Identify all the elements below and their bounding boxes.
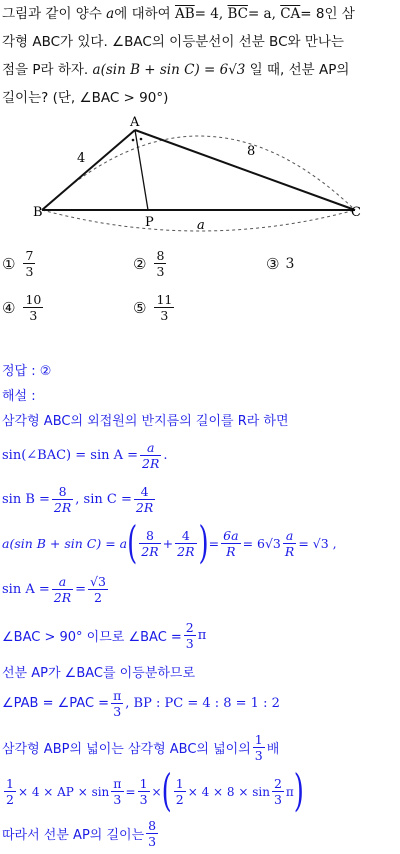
circumcircle-arc-top xyxy=(42,136,355,210)
solution-step-1: 삼각형 ABC의 외접원의 반지름의 길이를 R라 하면 xyxy=(2,414,289,429)
label-p-point: P xyxy=(145,215,154,230)
solution-step-7: 선분 AP가 ∠BAC를 이등분하므로 xyxy=(2,666,196,681)
side-ab xyxy=(42,130,135,210)
question-line-2: 각형 ABC가 있다. ∠BAC의 이등분선이 선분 BC와 만나는 xyxy=(2,34,344,50)
solution-step-8: ∠PAB = ∠PAC = $\frac{\pi}{3}$ , BP : PC = 4 : 8 = 1 : 2 xyxy=(2,688,280,719)
solution-step-10: $\frac{1}{2}$ × 4 × AP × sin $\frac{\pi}{3}$ = $\frac{1}{3}$ × ( $\frac{1}{2}$ × 4 × 8 × sin $\frac{2}{3}$ π ) xyxy=(6,766,304,817)
label-side-a: a xyxy=(197,218,205,232)
solution-step-2: sin(∠BAC) = sin A = $\frac{a}{2R}$ . xyxy=(2,440,168,471)
solution-step-4: a(sin B + sin C) = a ( $\frac{8}{2R}$ + $\frac{4}{2R}$ ) = $\frac{6a}{R}$ = 6√3 $\frac{a}{R}$ = √3 , xyxy=(2,518,337,569)
choice-3[interactable]: ③ 3 xyxy=(266,255,295,273)
solution-step-5: sin A = $\frac{a}{2R}$ = $\frac{√3}{2}$ xyxy=(2,574,106,605)
triangle-figure xyxy=(0,112,400,232)
question-line-3: 점을 P라 하자. a(sin B + sin C) = 6√3 일 때, 선분 AP의 xyxy=(2,62,350,78)
bisector-ap xyxy=(135,130,148,210)
question-line-1: 그림과 같이 양수 a에 대하여 $\overline{AB}= 4$, $\overline{BC}= a$, $\overline{CA}= 8$인 삼 xyxy=(2,6,355,22)
choice-1[interactable]: ① $\frac{7}{3}$ xyxy=(2,248,34,279)
label-side-4: 4 xyxy=(77,151,86,166)
label-b-vertex: B xyxy=(33,205,43,220)
answer-line: 정답 : ② xyxy=(2,364,52,379)
solution-step-6: ∠BAC > 90° 이므로 ∠BAC = $\frac{2}{3}$ π xyxy=(2,620,207,651)
question-line-4: 길이는? (단, ∠BAC > 90°) xyxy=(2,90,169,106)
solution-step-11: 따라서 선분 AP의 길이는 $\frac{8}{3}$ xyxy=(2,818,157,849)
label-c-vertex: C xyxy=(351,205,361,220)
angle-mark-left xyxy=(132,139,135,142)
solution-step-9: 삼각형 ABP의 넓이는 삼각형 ABC의 넓이의 $\frac{1}{3}$ 배 xyxy=(2,732,280,763)
angle-mark-right xyxy=(140,138,143,141)
solution-step-3: sin B = $\frac{8}{2R}$ , sin C = $\frac{4}{2R}$ xyxy=(2,484,154,515)
label-side-8: 8 xyxy=(247,144,256,159)
choice-4[interactable]: ④ $\frac{10}{3}$ xyxy=(2,292,42,323)
question-text xyxy=(2,0,398,112)
solution-heading: 해설 : xyxy=(2,389,36,404)
choice-2[interactable]: ② $\frac{8}{3}$ xyxy=(133,248,165,279)
label-a-vertex: A xyxy=(130,115,140,130)
choice-5[interactable]: ⑤ $\frac{11}{3}$ xyxy=(133,292,173,323)
